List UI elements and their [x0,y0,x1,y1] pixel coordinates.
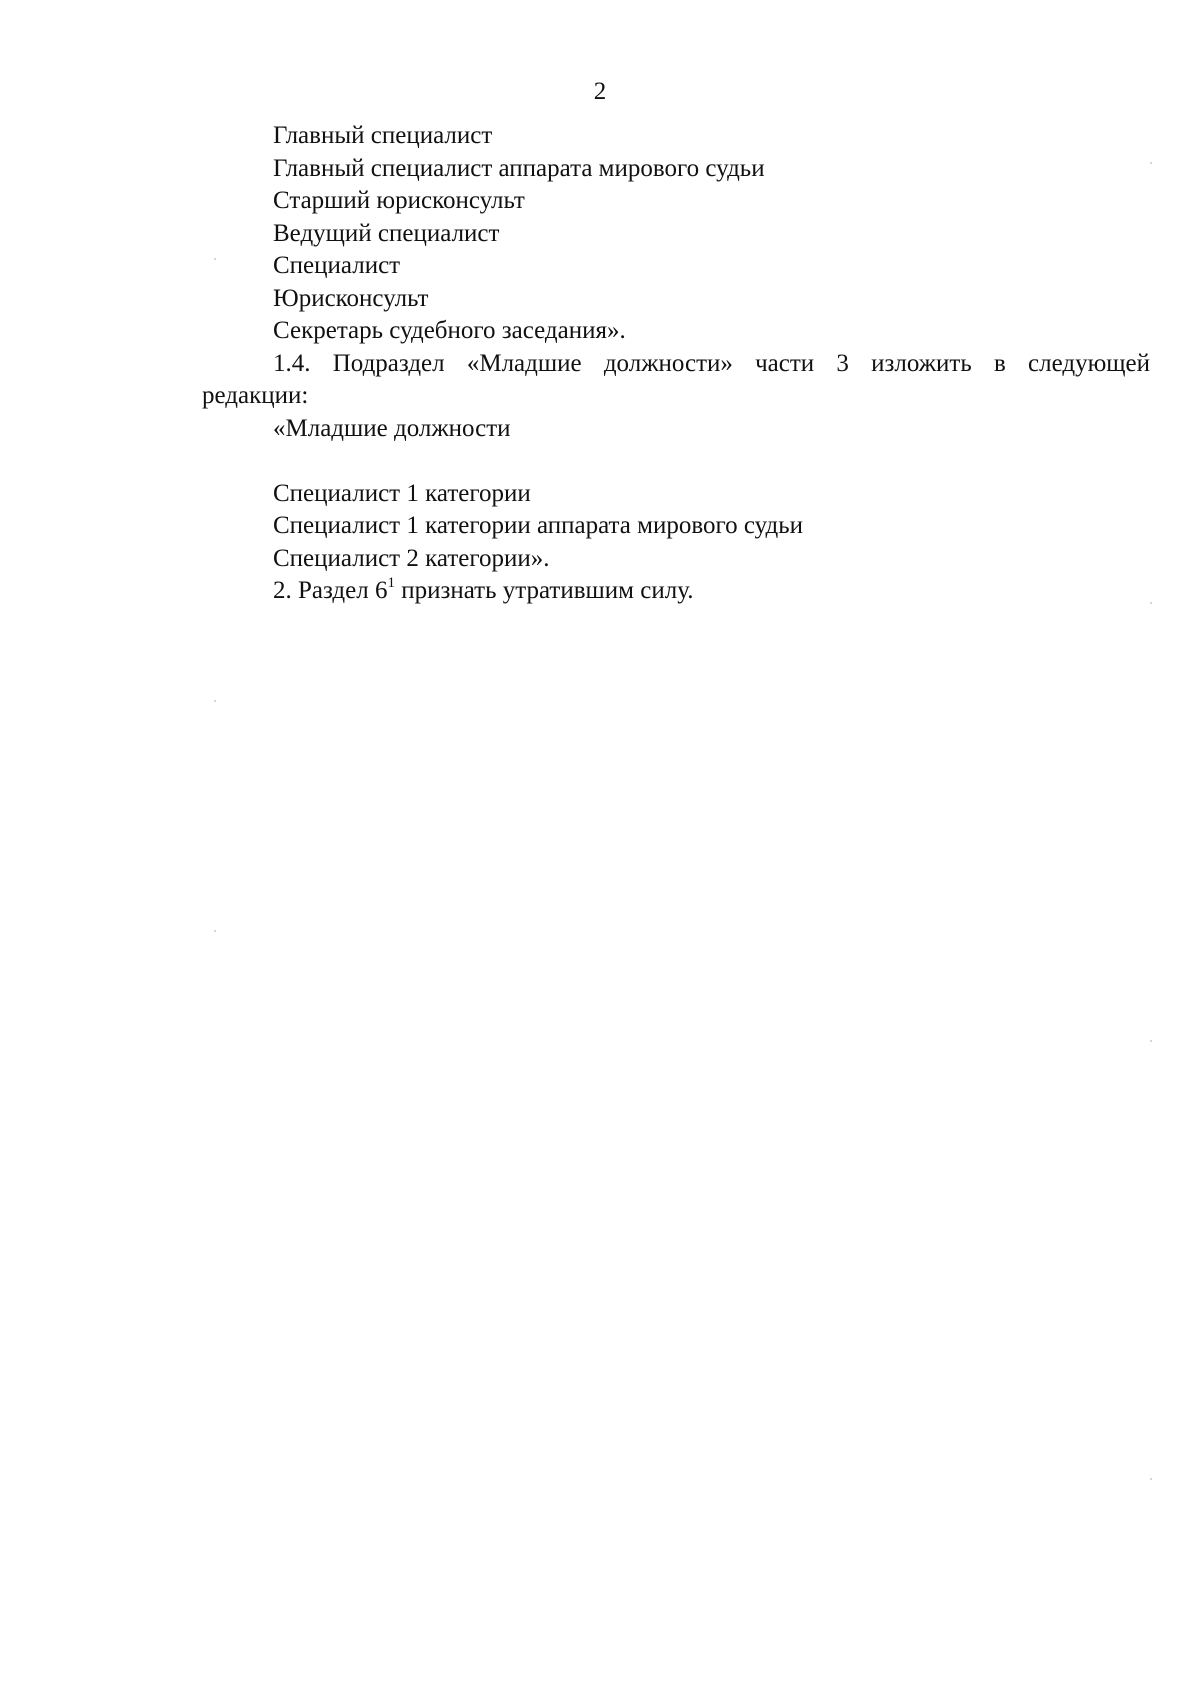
position-list-item: Юрисконсульт [273,284,429,312]
page-number: 2 [593,78,607,105]
position-list-item: Главный специалист аппарата мирового судьи [273,154,765,182]
junior-position-item: Специалист 1 категории [273,479,531,507]
clause-2 [202,575,1150,608]
scan-speck [1150,602,1152,604]
blank-line [202,445,1150,478]
scan-speck [214,258,216,260]
position-list-item: Ведущий специалист [273,219,500,247]
position-list-item: Секретарь судебного заседания». [273,317,626,344]
junior-positions-heading: «Младшие должности [273,414,511,442]
position-list-item: Специалист [273,252,401,279]
document-body [202,120,1150,608]
scan-speck [1150,1478,1152,1480]
section-superscript: 1 [387,574,395,591]
scan-speck [214,930,216,932]
scan-speck [214,700,216,702]
scan-speck [1150,1040,1152,1042]
scan-speck [1150,162,1152,164]
clause-1-4-line-1: 1.4. Подраздел «Младшие должности» части 3 изложить в следующей [273,349,1150,377]
junior-position-item: Специалист 2 категории». [273,544,550,572]
junior-position-item: Специалист 1 категории аппарата мирового судьи [273,512,804,539]
clause-2-suffix: признать утратившим силу. [394,577,694,604]
clause-1-4-line-2: редакции: [202,382,309,409]
clause-2-prefix: 2. Раздел 6 [273,577,388,604]
position-list-item: Главный специалист [273,122,493,149]
position-list-item: Старший юрисконсульт [273,187,525,214]
